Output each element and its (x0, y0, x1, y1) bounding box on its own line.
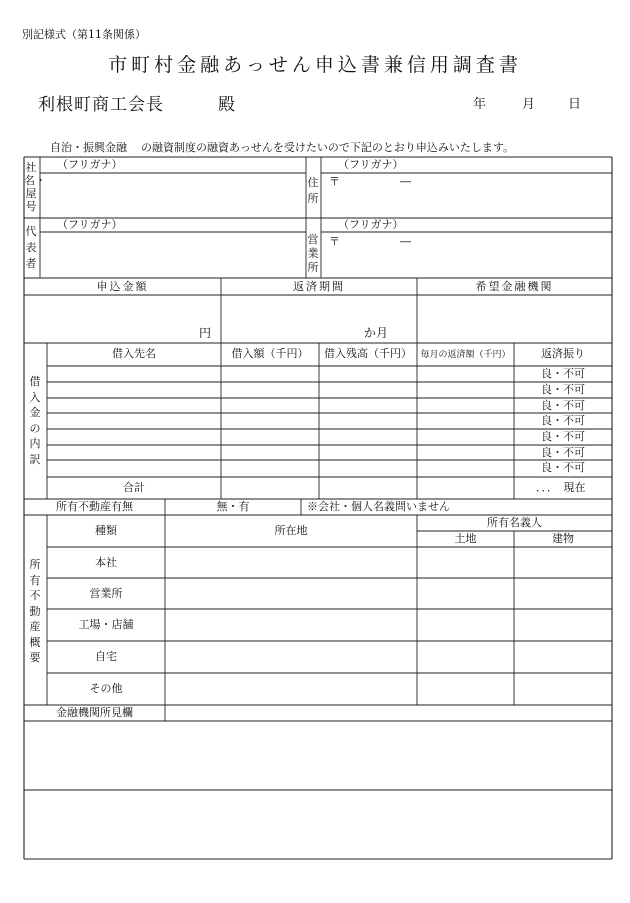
building-header: 建物 (552, 532, 574, 545)
office-label: 営業所 (307, 233, 319, 274)
borrowings-side-label: 借入金の内訳 (29, 375, 41, 466)
office-furigana-label: （フリガナ） (338, 218, 404, 231)
amount-header: 申込金額 (96, 280, 149, 293)
real-estate-presence-label: 所有不動産有無 (56, 500, 133, 513)
monthly-repayment-header: 毎月の返済額（千円） (420, 350, 511, 360)
date-month-label: 月 (522, 97, 536, 112)
bank-opinion-label: 金融機関所見欄 (56, 706, 133, 719)
property-type-other: その他 (89, 682, 123, 695)
repayment-status-4: 良・不可 (541, 414, 585, 427)
office-postal-mark: 〒 (329, 235, 340, 248)
repayment-status-3: 良・不可 (541, 399, 585, 412)
lender-header: 借入先名 (112, 347, 156, 360)
property-type-factory-store: 工場・店舗 (78, 618, 134, 631)
form-label: 別記様式（第11条関係） (22, 28, 146, 41)
real-estate-presence-value: 無・有 (216, 500, 250, 513)
owner-header: 所有名義人 (487, 516, 542, 529)
loan-balance-header: 借入残高（千円） (324, 347, 412, 360)
repayment-status-7: 良・不可 (541, 461, 585, 474)
address-furigana-label: （フリガナ） (338, 158, 404, 171)
repayment-status-header: 返済振り (541, 347, 585, 360)
amount-unit: 円 (199, 326, 212, 340)
real-estate-note: ※会社・個人名義問いません (307, 500, 450, 513)
as-of-date: ．．． 現在 (536, 481, 586, 494)
repayment-status-1: 良・不可 (541, 367, 585, 380)
property-type-branch: 営業所 (89, 587, 123, 600)
real-estate-side-label: 所有不動産概要 (29, 558, 41, 664)
address-postal-dash: ― (400, 175, 411, 188)
total-label: 合計 (123, 481, 145, 494)
property-type-home: 自宅 (95, 650, 117, 663)
representative-label: 代表者 (25, 225, 37, 270)
property-type-head-office: 本社 (95, 556, 117, 569)
bank-header: 希望金融機関 (475, 280, 554, 293)
repayment-status-2: 良・不可 (541, 383, 585, 396)
addressee: 利根町商工会長 (38, 95, 164, 115)
company-label: 社名・屋号 (24, 161, 46, 213)
location-header: 所在地 (274, 524, 308, 537)
address-postal-mark: 〒 (329, 175, 340, 188)
intro-text: の融資制度の融資あっせんを受けたいので下記のとおり申込みいたします。 (141, 141, 515, 154)
date-day-label: 日 (568, 97, 582, 112)
land-header: 土地 (454, 532, 477, 545)
office-postal-dash: ― (400, 235, 411, 248)
form-title: 市町村金融あっせん申込書兼信用調査書 (108, 54, 522, 76)
term-header: 返済期間 (293, 280, 345, 293)
intro-prefix: 自治・振興金融 (50, 141, 127, 154)
representative-furigana-label: （フリガナ） (57, 218, 123, 231)
repayment-status-5: 良・不可 (541, 430, 585, 443)
company-furigana-label: （フリガナ） (57, 158, 123, 171)
address-label: 住所 (307, 176, 319, 205)
loan-amount-header: 借入額（千円） (231, 347, 309, 360)
honorific: 殿 (218, 95, 235, 115)
repayment-status-6: 良・不可 (541, 446, 585, 459)
date-year-label: 年 (473, 97, 487, 112)
type-header: 種類 (95, 524, 117, 537)
term-unit: か月 (364, 326, 389, 340)
